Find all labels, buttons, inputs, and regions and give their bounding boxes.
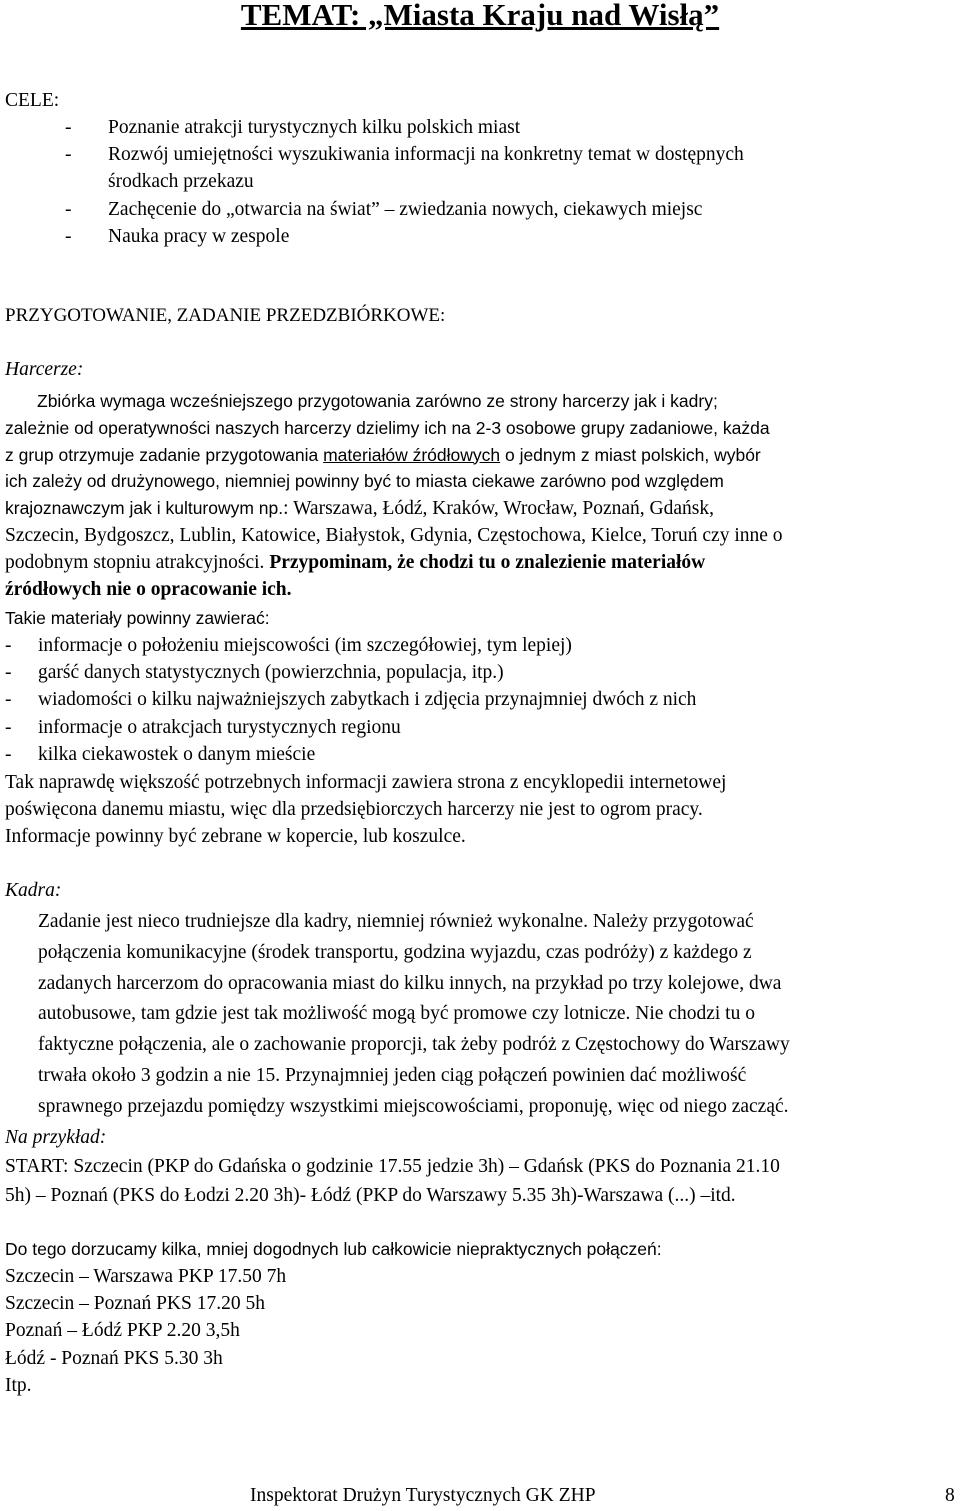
materials-list [5,632,957,768]
underlined-text: materiałów źródłowych [323,444,501,465]
page-title: TEMAT: „Miasta Kraju nad Wisłą” [240,0,720,32]
cele-list [5,114,957,250]
example-label: Na przykład: [5,1127,107,1148]
list-item: Łódź - Poznań PKS 5.30 3h [5,1347,223,1369]
harcerze-paragraph: Zbiórka wymaga wcześniejszego przygotowania zarówno ze strony harcerzy jak i kadry; zależnie od operatywności naszych harcerzy dzielimy ich na 2-3 osobowe grupy zadaniowe, każda z grup otrzymuje zadanie przygotowania materiałów źródłowych o jednym z miast polskich, wybór ich zależy od drużynowego, niemniej powinny być to miasta ciekawe zarówno pod względem krajoznawczym jak i kulturowym np.: Warszawa, Łódź, Kraków, Wrocław, Poznań, Gdańsk, Szczecin, Bydgoszcz, Lublin, Katowice, Białystok, Gdynia, Częstochowa, Kielce, Toruń czy inne o podobnym stopniu atrakcyjności. Przypominam, że chodzi tu o znalezienie materiałów źródłowych nie o opracowanie ich. [5,388,957,603]
list-item: Itp. [5,1374,32,1396]
list-item: - wiadomości o kilku najważniejszych zabytkach i zdjęcia przynajmniej dwóch z nich [5,689,697,711]
connections-list [5,1263,957,1399]
list-item: - garść danych statystycznych (powierzchnia, populacja, itp.) [5,662,504,684]
list-item: - Rozwój umiejętności wyszukiwania informacji na konkretny temat w dostępnych [65,144,744,166]
kadra-label: Kadra: [5,880,62,901]
list-item: - informacje o położeniu miejscowości (im szczegółowiej, tym lepiej) [5,635,572,656]
harcerze-label: Harcerze: [5,359,84,380]
cele-label: CELE: [5,90,60,111]
example-paragraph: START: Szczecin (PKP do Gdańska o godzinie 17.55 jedzie 3h) – Gdańsk (PKS do Poznania 21.10 5h) – Poznań (PKS do Łodzi 2.20 3h)- Łódź (PKP do Warszawy 5.35 3h)-Warszawa (...) –itd. [5,1156,780,1206]
materials-intro: Takie materiały powinny zawierać: [5,608,270,628]
page-footer: Inspektorat Drużyn Turystycznych GK ZHP [250,1485,596,1506]
list-item: Szczecin – Warszawa PKP 17.50 7h [5,1266,287,1287]
list-item: - Poznanie atrakcji turystycznych kilku polskich miast [65,117,521,138]
list-item-continuation: środkach przekazu [108,171,254,193]
kadra-paragraph: Zadanie jest nieco trudniejsze dla kadry, niemniej również wykonalne. Należy przygotować połączenia komunikacyjne (środek transportu, godzina wyjazdu, czas podróży) z każdego z zadanych harcerzom do opracowania miast do kilku innych, na przykład po trzy kolejowe, dwa autobusowe, tam gdzie jest tak możliwość mogą być promowe czy lotnicze. Nie chodzi tu o faktyczne połączenia, ale o zachowanie proporcji, tak żeby podróż z Częstochowy do Warszawy trwała około 3 godzin a nie 15. Przynajmniej jeden ciąg połączeń powinien dać możliwość sprawnego przejazdu pomiędzy wszystkimi miejscowościami, proponuję, więc od niego zacząć. [38,911,790,1117]
section-heading: PRZYGOTOWANIE, ZADANIE PRZEDZBIÓRKOWE: [5,305,446,326]
summary-paragraph: Tak naprawdę większość potrzebnych informacji zawiera strona z encyklopedii internetowej poświęcona danemu miastu, więc dla przedsiębiorczych harcerzy nie jest to ogrom pracy. Informacje powinny być zebrane w kopercie, lub koszulce. [5,772,727,848]
page-number: 8 [945,1485,955,1506]
list-item: - kilka ciekawostek o danym mieście [5,743,316,765]
list-item: - informacje o atrakcjach turystycznych regionu [5,716,401,738]
bold-text: źródłowych nie o opracowanie ich. [5,578,292,600]
bold-text: Przypominam, że chodzi tu o znalezienie materiałów [269,551,706,573]
list-item: - Nauka pracy w zespole [65,225,290,247]
list-item: Szczecin – Poznań PKS 17.20 5h [5,1293,265,1315]
list-item: - Zachęcenie do „otwarcia na świat” – zwiedzania nowych, ciekawych miejsc [65,198,703,220]
extra-connections-intro: Do tego dorzucamy kilka, mniej dogodnych lub całkowicie niepraktycznych połączeń: [5,1239,662,1259]
list-item: Poznań – Łódź PKP 2.20 3,5h [5,1320,240,1342]
